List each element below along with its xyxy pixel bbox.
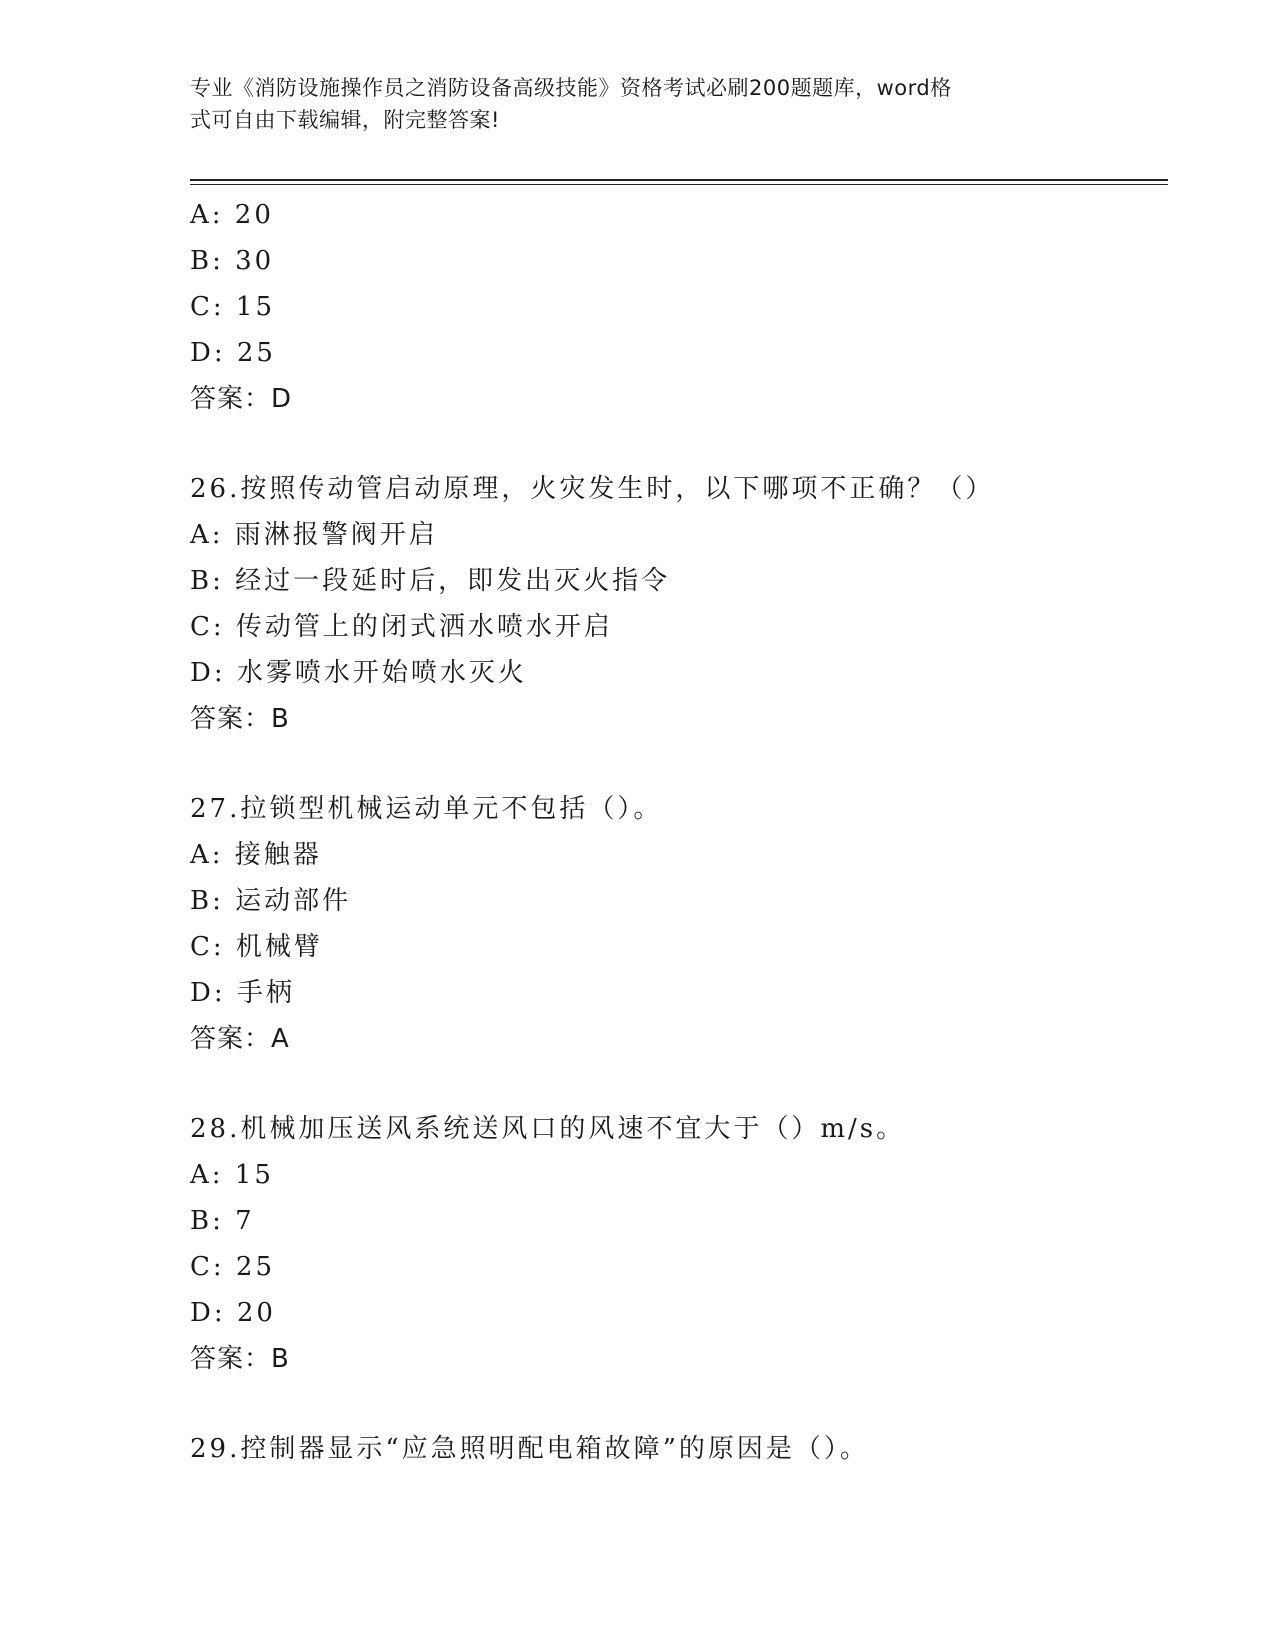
option-c: C: 25 — [190, 1252, 276, 1282]
option-a: A: 雨淋报警阀开启 — [190, 520, 438, 550]
header-line-2: 式可自由下载编辑，附完整答案! — [190, 108, 500, 132]
option-d: D: 手柄 — [190, 978, 295, 1008]
question-stem: 29.控制器显示“应急照明配电箱故障”的原因是（）。 — [190, 1434, 869, 1464]
option-a: A: 20 — [190, 200, 274, 230]
option-b: B: 30 — [190, 246, 275, 276]
question-list — [190, 192, 1170, 1472]
answer-line: 答案：D — [190, 384, 293, 414]
option-b: B: 经过一段延时后，即发出灭火指令 — [190, 566, 671, 596]
option-c: C: 传动管上的闭式洒水喷水开启 — [190, 612, 613, 642]
question-25 — [190, 192, 1170, 422]
header-divider-thick — [190, 179, 1168, 181]
option-b: B: 运动部件 — [190, 886, 352, 916]
question-26 — [190, 466, 1170, 742]
option-d: D: 25 — [190, 338, 276, 368]
question-stem: 27.拉锁型机械运动单元不包括（）。 — [190, 794, 663, 824]
answer-line: 答案：A — [190, 1024, 290, 1054]
option-a: A: 15 — [190, 1160, 274, 1190]
option-d: D: 水雾喷水开始喷水灭火 — [190, 658, 527, 688]
question-29 — [190, 1426, 1170, 1472]
question-28 — [190, 1106, 1170, 1382]
question-stem: 28.机械加压送风系统送风口的风速不宜大于（）m/s。 — [190, 1114, 906, 1144]
question-stem: 26.按照传动管启动原理，火灾发生时，以下哪项不正确？（） — [190, 474, 995, 504]
header-divider-thin — [190, 184, 1168, 185]
option-c: C: 机械臂 — [190, 932, 323, 962]
answer-line: 答案：B — [190, 1344, 290, 1374]
option-a: A: 接触器 — [190, 840, 322, 870]
option-b: B: 7 — [190, 1206, 255, 1236]
answer-line: 答案：B — [190, 704, 290, 734]
document-header — [190, 72, 1080, 136]
header-line-1: 专业《消防设施操作员之消防设备高级技能》资格考试必刷200题题库，word格 — [190, 76, 952, 100]
option-d: D: 20 — [190, 1298, 276, 1328]
option-c: C: 15 — [190, 292, 276, 322]
question-27 — [190, 786, 1170, 1062]
